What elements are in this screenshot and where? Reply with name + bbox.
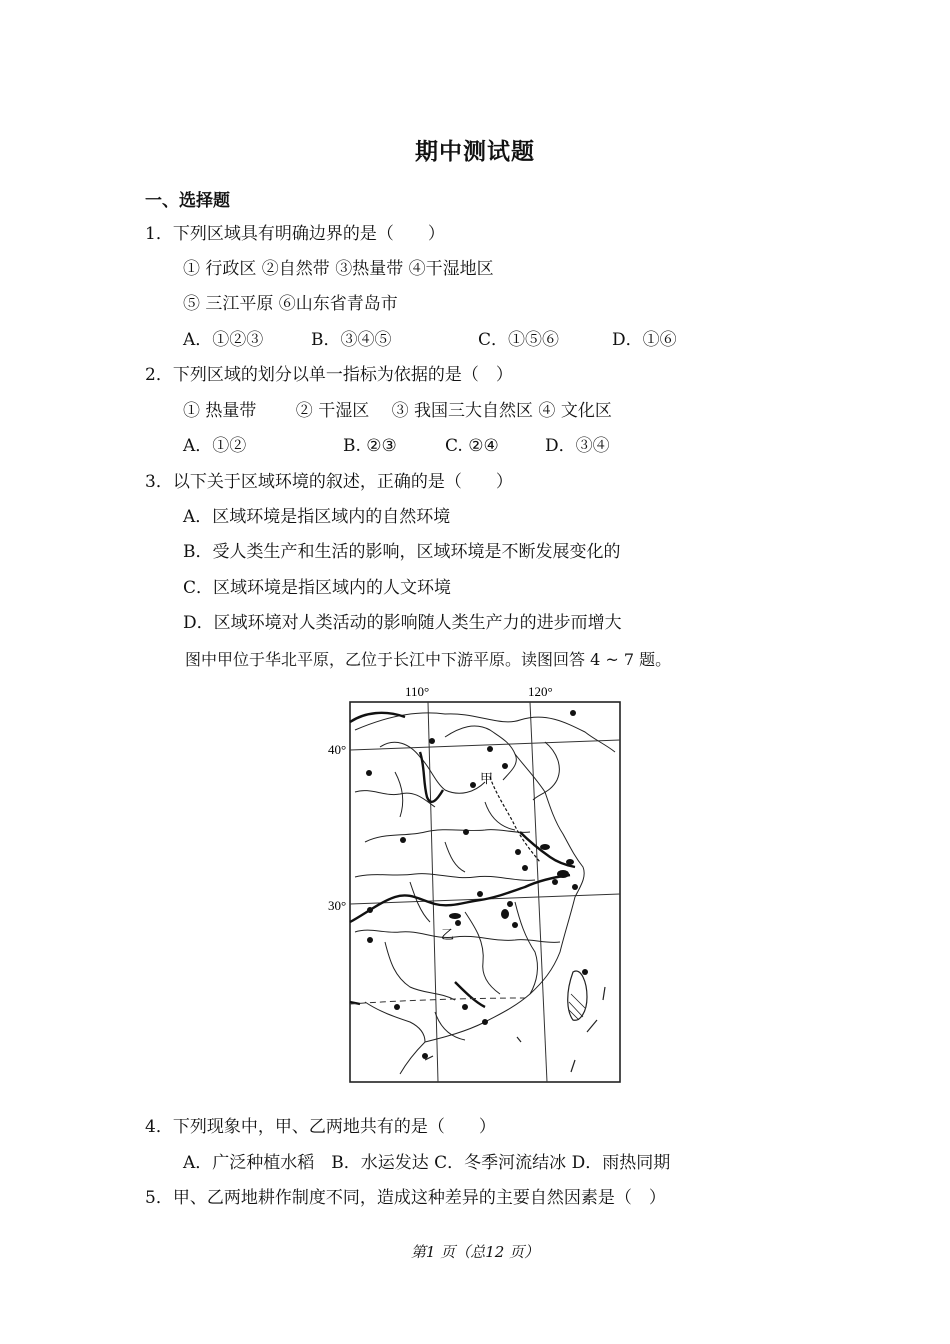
taiwan-island-shape (568, 971, 587, 1020)
question-2-option-c: C. ②④ (445, 436, 499, 456)
question-1-items-line1: ① 行政区 ②自然带 ③热量带 ④干湿地区 (183, 259, 494, 279)
map-intro-text: 图中甲位于华北平原，乙位于长江中下游平原。读图回答 4 ~ 7 题。 (185, 650, 672, 669)
question-5-stem: 5．甲、乙两地耕作制度不同，造成这种差异的主要自然因素是（ ） (145, 1188, 666, 1208)
question-2-option-b: B. ②③ (343, 436, 397, 456)
section-heading: 一、选择题 (145, 191, 230, 211)
latitude-label-30: 30° (328, 898, 347, 913)
question-3-option-d: D．区域环境对人类活动的影响随人类生产力的进步而增大 (183, 613, 622, 633)
question-3-stem: 3．以下关于区域环境的叙述，正确的是（ ） (145, 472, 513, 492)
longitude-label-110: 110° (405, 684, 430, 699)
question-1-option-a: A．①②③ (183, 330, 264, 350)
place-label-jia: 甲 (480, 772, 494, 787)
question-1-items-line2: ⑤ 三江平原 ⑥山东省青岛市 (183, 294, 398, 314)
question-3-option-b: B．受人类生产和生活的影响，区域环境是不断发展变化的 (183, 542, 621, 562)
page-footer: 第1 页（总12 页） (410, 1243, 540, 1261)
place-label-yi: 乙 (441, 928, 455, 943)
question-1-option-b: B．③④⑤ (311, 330, 392, 350)
map-figure (325, 682, 635, 1087)
question-1-option-c: C．①⑤⑥ (478, 330, 560, 350)
city-dots (366, 710, 588, 1059)
tropic-dashed-line (350, 998, 525, 1004)
question-4-options: A．广泛种植水稻 B．水运发达 C．冬季河流结冰 D．雨热同期 (183, 1153, 671, 1173)
question-2-items: ① 热量带 ② 干湿区 ③ 我国三大自然区 ④ 文化区 (183, 401, 612, 421)
question-3-option-a: A．区域环境是指区域内的自然环境 (183, 507, 451, 527)
question-2-option-d: D．③④ (545, 436, 610, 456)
question-2-stem: 2．下列区域的划分以单一指标为依据的是（ ） (145, 365, 513, 385)
page-title: 期中测试题 (415, 138, 535, 165)
question-3-option-c: C．区域环境是指区域内的人文环境 (183, 578, 452, 598)
question-1-option-d: D．①⑥ (612, 330, 677, 350)
question-1-stem: 1．下列区域具有明确边界的是（ ） (145, 224, 445, 244)
latitude-label-40: 40° (328, 742, 347, 757)
grand-canal-line (490, 777, 540, 862)
question-2-option-a: A．①② (183, 436, 247, 456)
offshore-island-marks (425, 987, 605, 1072)
question-4-stem: 4．下列现象中，甲、乙两地共有的是（ ） (145, 1117, 496, 1137)
longitude-label-120: 120° (528, 684, 553, 699)
